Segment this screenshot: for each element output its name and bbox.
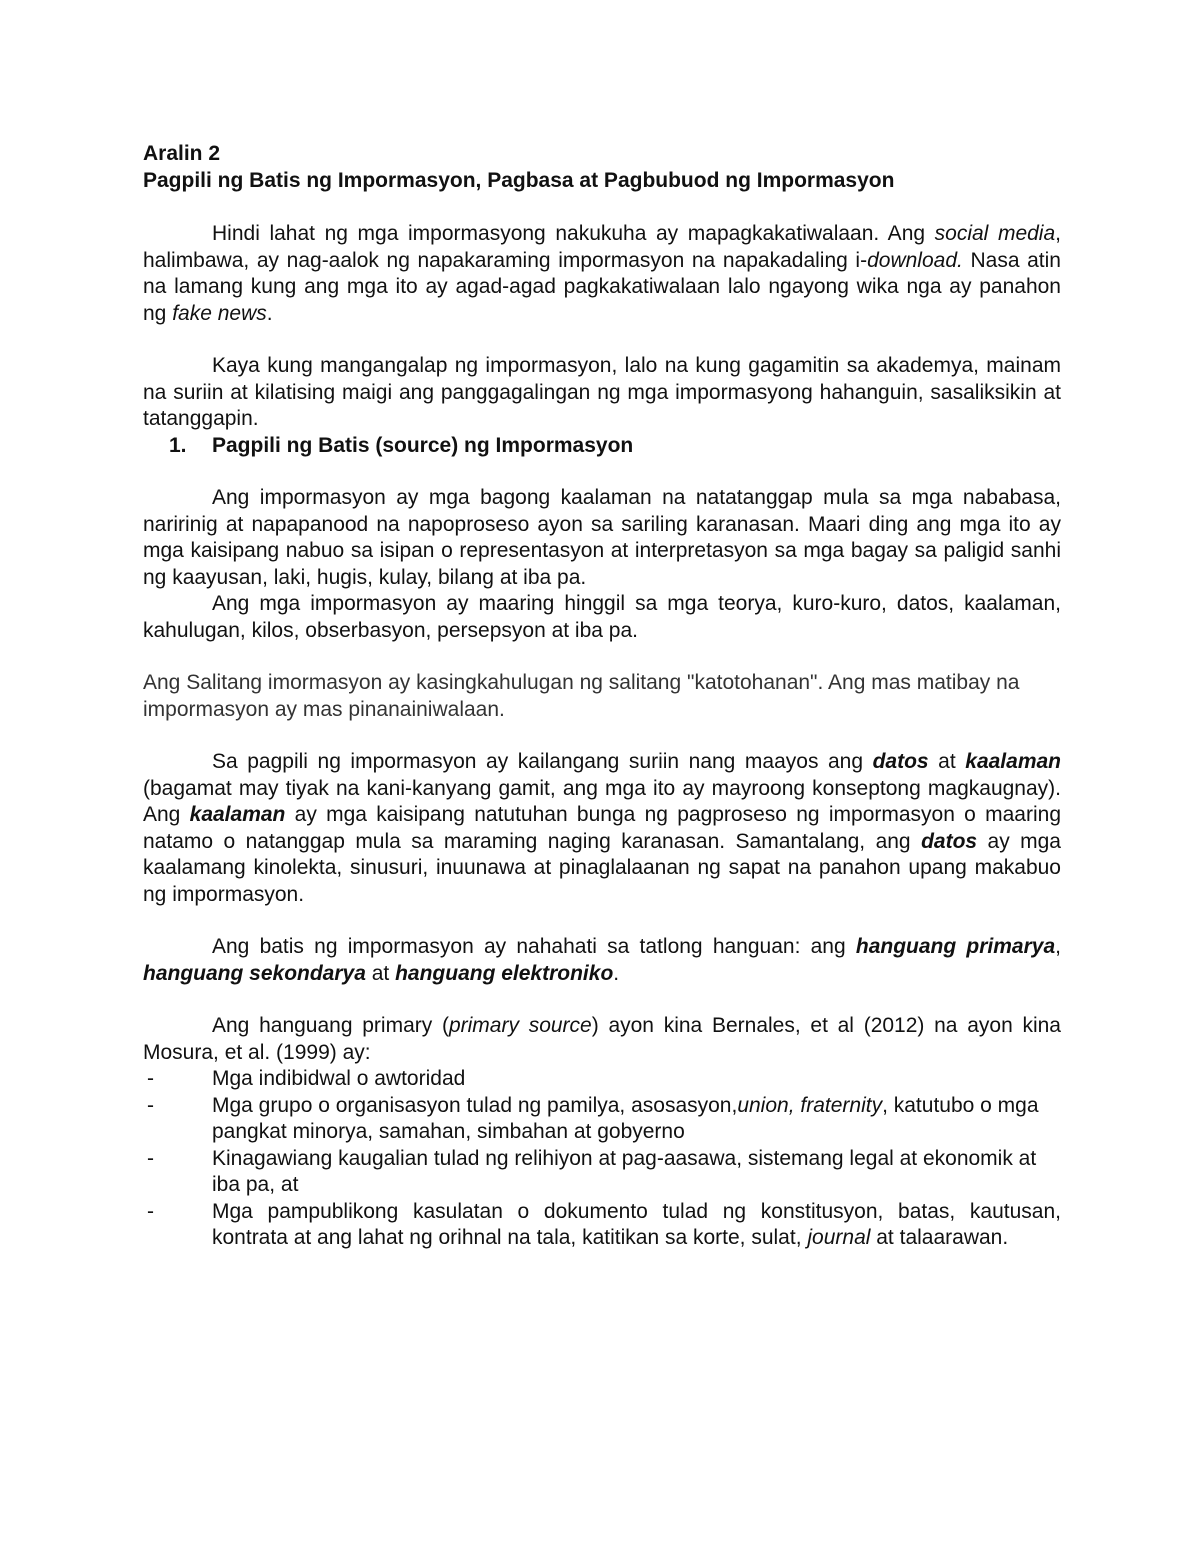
list-item [143,1066,1061,1093]
bold-term: hanguang primarya [855,935,1056,958]
section-title: Pagpili ng Batis (source) ng Impormasyon [212,433,634,457]
text: . [266,301,273,325]
list-item [143,1199,1061,1252]
bold-term: kaalaman [965,750,1061,773]
section-heading [143,433,1061,460]
text: ay mga kaalamang kinolekta, sinusuri, inuunawa at pinaglalaanan ng sapat na panahon upang makabuo ng impormasyon. [143,829,1061,906]
list-item-text [212,1093,1061,1146]
text: , katutubo o mga pangkat minorya, samahan, simbahan at gobyerno [212,1093,1039,1143]
text: , [1055,935,1061,958]
paragraph-gathering: Kaya kung mangangalap ng impormasyon, lalo na kung gagamitin sa akademya, mainam na suriin at kilatising maigi ang panggagalingan ng mga impormasyong hahanguin, sasaliksikin at tatanggapin. [143,354,1061,430]
list-dash: - [147,1146,154,1170]
emphasis: download. [867,248,963,272]
text: Ang hanguang primary ( [212,1014,449,1037]
text: Nasa atin na lamang kung ang mga ito ay agad-agad pagkakatiwalaan lalo ngayong wika nga ay panahon ng [143,248,1061,325]
emphasis: social media [934,222,1056,245]
bold-term: hanguang sekondarya [143,961,366,985]
emphasis: primary source [448,1014,592,1037]
bold-term: hanguang elektroniko [395,961,614,985]
lesson-title: Pagpili ng Batis ng Impormasyon, Pagbasa at Pagbubuod ng Impormasyon [143,168,895,192]
list-item [143,1093,1061,1146]
bold-term: datos [872,750,929,773]
paragraph-data-knowledge [143,749,1061,908]
bold-term: datos [921,829,978,853]
paragraph-intro [143,221,1061,327]
text: at [928,750,966,773]
text: ) ayon kina Bernales, et al (2012) na ayon kina Mosura, et al. (1999) ay: [143,1014,1061,1064]
paragraph-definition: Ang impormasyon ay mga bagong kaalaman na natatanggap mula sa mga nababasa, naririnig at napapanood na napoproseso ayon sa sariling karanasan. Maari ding ang mga ito ay mga kaisipang nabuo sa isipan o representasyon at interpretasyon sa mga bagay sa paligid sanhi ng kaayusan, laki, hugis, kulay, bilang at iba pa. [143,486,1061,589]
primary-source-list [143,1066,1061,1252]
emphasis: union, fraternity [737,1093,883,1117]
text: Hindi lahat ng mga impormasyong nakukuha ay mapagkakatiwalaan. Ang [212,222,935,245]
list-item [143,1146,1061,1199]
emphasis: fake news [172,301,267,325]
text: ay mga kaisipang natutuhan bunga ng pagproseso ng impormasyon o maaring natamo o natanggap mula sa maraming naging karanasan. Samantalang, ang [143,803,1061,853]
text: Ang batis ng impormasyon ay nahahati sa tatlong hanguan: ang [212,935,856,958]
paragraph-sources [143,934,1061,987]
text: Sa pagpili ng impormasyon ay kailangang suriin nang maayos ang [212,750,873,773]
paragraph-truth: Ang Salitang imormasyon ay kasingkahulugan ng salitang "katotohanan". Ang mas matibay na impormasyon ay mas pinanainiwalaan. [143,671,1020,721]
section-number: 1. [169,433,187,457]
lesson-label: Aralin 2 [143,142,221,165]
text: Mga grupo o organisasyon tulad ng pamilya, asosasyon, [212,1093,738,1117]
text: , halimbawa, ay nag-aalok ng napakaraming impormasyon na napakadaling i- [143,222,1061,272]
paragraph-primary-source [143,1013,1061,1066]
text: at [365,961,396,985]
paragraph-scope: Ang mga impormasyon ay maaring hinggil sa mga teorya, kuro-kuro, datos, kaalaman, kahulugan, kilos, obserbasyon, persepsyon at iba pa. [143,592,1061,642]
list-item-text [212,1199,1061,1252]
document-page [143,141,1061,1252]
text: at talaarawan. [870,1226,1009,1249]
emphasis: journal [807,1226,871,1249]
text: (bagamat may tiyak na kani-kanyang gamit, ang mga ito ay mayroong konseptong magkaugnay). Ang [143,776,1061,826]
bold-term: kaalaman [189,803,286,826]
text: Mga pampublikong kasulatan o dokumento tulad ng konstitusyon, batas, kautusan, kontrata at ang lahat ng orihnal na tala, katitikan sa korte, sulat, [212,1199,1061,1249]
list-dash: - [147,1199,154,1223]
list-item-text: Kinagawiang kaugalian tulad ng relihiyon at pag-aasawa, sistemang legal at ekonomik at iba pa, at [212,1146,1037,1196]
text: . [613,961,620,985]
list-dash: - [147,1093,154,1117]
list-dash: - [147,1067,154,1090]
list-item-text: Mga indibidwal o awtoridad [212,1067,466,1090]
